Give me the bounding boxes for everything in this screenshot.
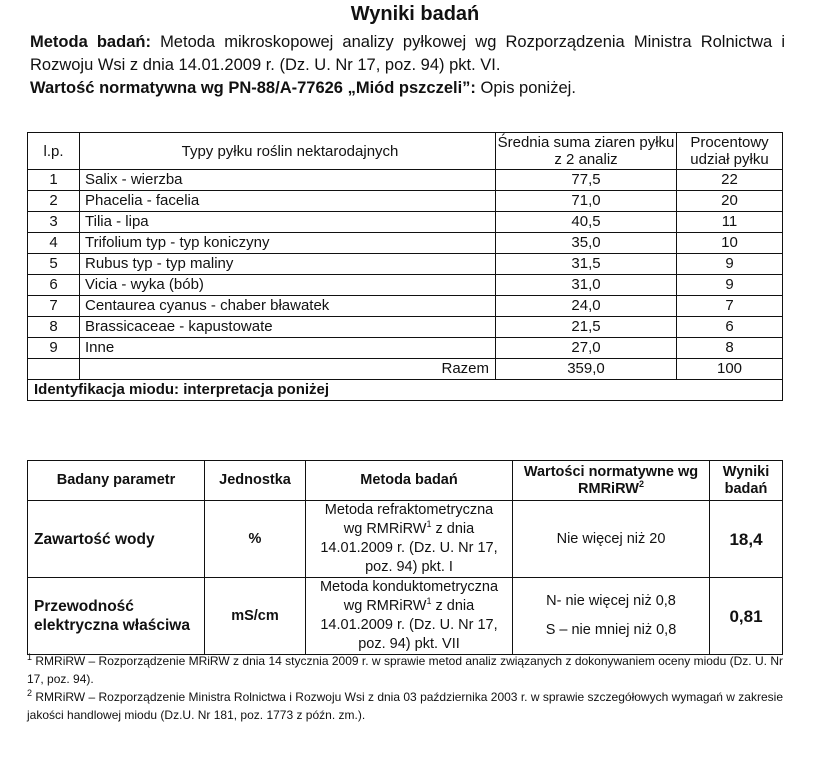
row-pct: 7	[677, 296, 783, 317]
method-paragraph	[30, 31, 785, 77]
row-type: Vicia - wyka (bób)	[80, 275, 496, 296]
row-lp: 8	[28, 317, 80, 338]
page-title: Wyniki badań	[350, 3, 480, 25]
row-type: Rubus typ - typ maliny	[80, 254, 496, 275]
row-lp: 9	[28, 338, 80, 359]
param-row	[28, 578, 783, 655]
param-norm: Nie więcej niż 20	[513, 501, 710, 578]
parameters-table	[27, 460, 783, 655]
pollen-row	[28, 296, 783, 317]
pollen-row	[28, 233, 783, 254]
pollen-table	[27, 132, 783, 401]
row-mean: 35,0	[496, 233, 677, 254]
row-pct: 6	[677, 317, 783, 338]
footnotes	[27, 652, 783, 724]
identification-row	[28, 380, 783, 401]
header-method: Metoda badań	[306, 461, 513, 501]
param-norm: N- nie więcej niż 0,8 S – nie mniej niż 0,8	[513, 578, 710, 655]
row-lp: 7	[28, 296, 80, 317]
row-pct: 22	[677, 170, 783, 191]
pollen-header-row	[28, 133, 783, 170]
pollen-row	[28, 275, 783, 296]
row-pct: 20	[677, 191, 783, 212]
header-result: Wyniki badań	[710, 461, 783, 501]
row-mean: 31,0	[496, 275, 677, 296]
row-pct: 9	[677, 254, 783, 275]
param-result: 18,4	[710, 501, 783, 578]
row-lp: 1	[28, 170, 80, 191]
param-method: Metoda konduktometryczna wg RMRiRW$^1$ z dnia 14.01.2009 r. (Dz. U. Nr 17, poz. 94) pkt. VII	[306, 578, 513, 655]
row-mean: 31,5	[496, 254, 677, 275]
row-type: Salix - wierzba	[80, 170, 496, 191]
total-mean: 359,0	[496, 359, 677, 380]
pollen-row	[28, 254, 783, 275]
row-mean: 71,0	[496, 191, 677, 212]
param-unit: %	[205, 501, 306, 578]
row-type: Centaurea cyanus - chaber bławatek	[80, 296, 496, 317]
row-mean: 21,5	[496, 317, 677, 338]
footnote-2: $^2$ RMRiRW – Rozporządzenie Ministra Rolnictwa i Rozwoju Wsi z dnia 03 października 2003 r. w sprawie szczegółowych wymagań w zakresie jakości handlowej miodu (Dz.U. Nr 181, poz. 1773 z późn. zm.).	[27, 688, 783, 722]
row-type: Phacelia - facelia	[80, 191, 496, 212]
total-label: Razem	[80, 359, 496, 380]
pollen-row	[28, 212, 783, 233]
header-mean: Średnia suma ziaren pyłku z 2 analiz	[496, 133, 677, 170]
pollen-row	[28, 338, 783, 359]
total-pct: 100	[677, 359, 783, 380]
header-pct: Procentowy udział pyłku	[677, 133, 783, 170]
row-type: Tilia - lipa	[80, 212, 496, 233]
row-pct: 11	[677, 212, 783, 233]
pollen-row	[28, 317, 783, 338]
row-pct: 8	[677, 338, 783, 359]
row-pct: 9	[677, 275, 783, 296]
row-mean: 77,5	[496, 170, 677, 191]
header-norm: Wartości normatywne wg RMRiRW$^2$	[513, 461, 710, 501]
row-type: Trifolium typ - typ koniczyny	[80, 233, 496, 254]
param-result: 0,81	[710, 578, 783, 655]
row-lp: 3	[28, 212, 80, 233]
norm-label: Wartość normatywna wg PN-88/A-77626 „Miód pszczeli”:	[30, 79, 476, 97]
pollen-row	[28, 191, 783, 212]
row-type: Brassicaceae - kapustowate	[80, 317, 496, 338]
param-name: Zawartość wody	[28, 501, 205, 578]
total-row	[28, 359, 783, 380]
pollen-row	[28, 170, 783, 191]
row-pct: 10	[677, 233, 783, 254]
header-unit: Jednostka	[205, 461, 306, 501]
param-row	[28, 501, 783, 578]
method-label: Metoda badań:	[30, 33, 151, 51]
params-header-row	[28, 461, 783, 501]
row-mean: 27,0	[496, 338, 677, 359]
row-type: Inne	[80, 338, 496, 359]
norm-text: Opis poniżej.	[480, 79, 576, 97]
row-lp: 5	[28, 254, 80, 275]
row-lp: 6	[28, 275, 80, 296]
norm-paragraph	[30, 77, 785, 100]
param-unit: mS/cm	[205, 578, 306, 655]
row-mean: 40,5	[496, 212, 677, 233]
header-param: Badany parametr	[28, 461, 205, 501]
identification-text: Identyfikacja miodu: interpretacja poniżej	[28, 380, 783, 401]
footnote-1: $^1$ RMRiRW – Rozporządzenie MRiRW z dnia 14 stycznia 2009 r. w sprawie metod analiz związanych z dokonywaniem oceny miodu (Dz. U. Nr 17, poz. 94).	[27, 652, 783, 686]
param-method: Metoda refraktometryczna wg RMRiRW$^1$ z dnia 14.01.2009 r. (Dz. U. Nr 17, poz. 94) pkt. I	[306, 501, 513, 578]
row-mean: 24,0	[496, 296, 677, 317]
method-text: Metoda mikroskopowej analizy pyłkowej wg Rozporządzenia Ministra Rolnictwa i Rozwoju Wsi z dnia 14.01.2009 r. (Dz. U. Nr 17, poz. 94) pkt. VI.	[30, 33, 785, 74]
header-lp: l.p.	[28, 133, 80, 170]
row-lp: 2	[28, 191, 80, 212]
param-name: Przewodność elektryczna właściwa	[28, 578, 205, 655]
row-lp: 4	[28, 233, 80, 254]
header-type: Typy pyłku roślin nektarodajnych	[80, 133, 496, 170]
